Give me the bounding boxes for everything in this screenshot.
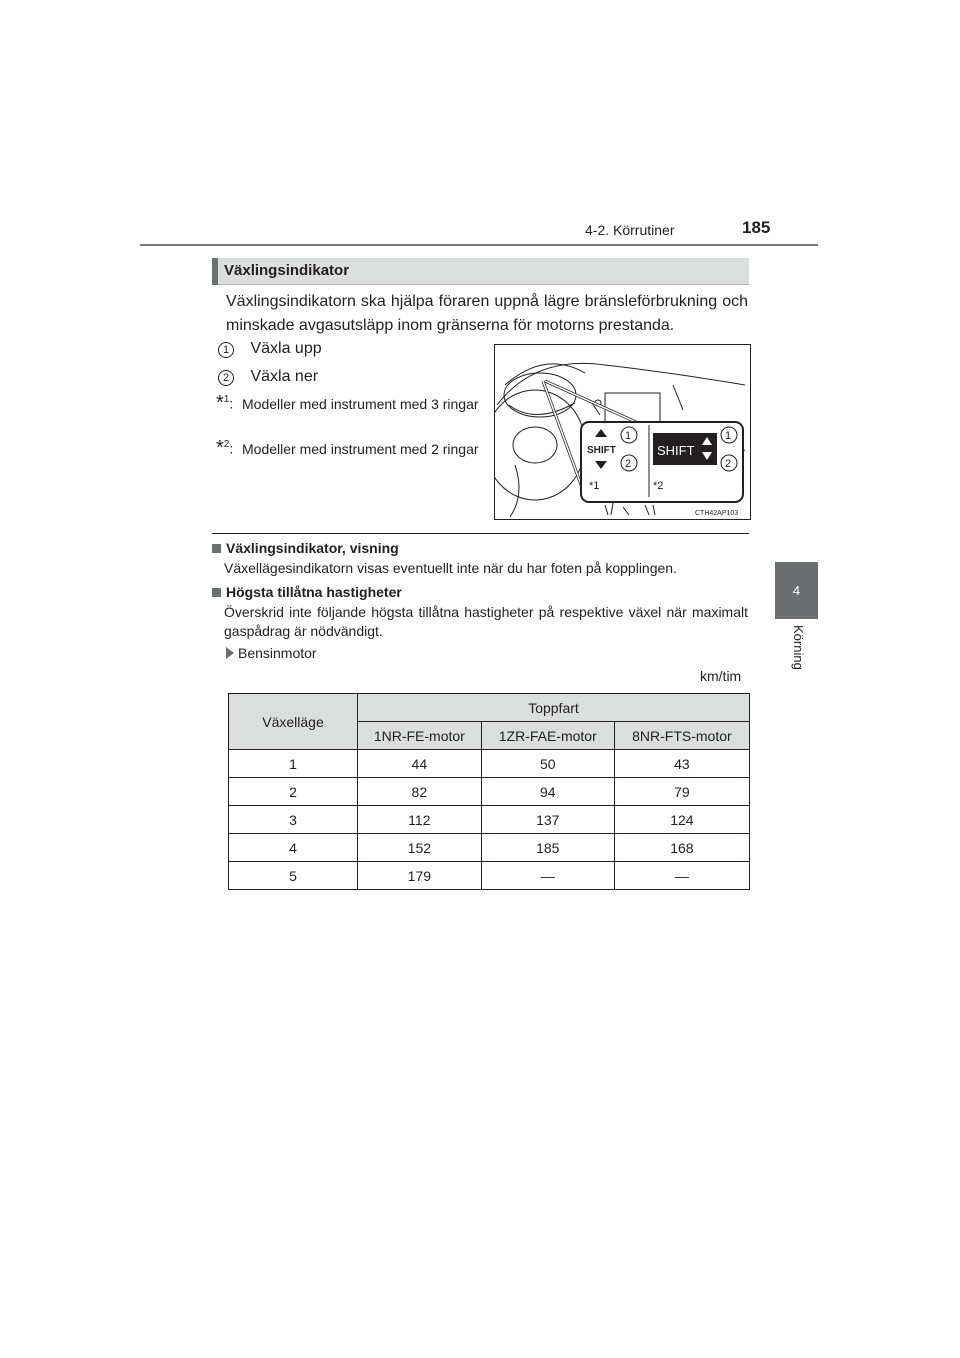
col-header-gear: Växelläge [229,694,358,750]
info-title: Växlingsindikator, visning [226,540,399,556]
callout-number: 2 [625,458,632,470]
table-cell: 168 [614,834,749,862]
footnote-number: 2 [223,439,230,450]
heading-accent [212,258,218,285]
table-cell: 50 [481,750,614,778]
star-label-2: *2 [653,480,664,492]
table-row [229,750,750,778]
table-cell: 152 [358,834,482,862]
table-cell: 44 [358,750,482,778]
table-cell: — [481,862,614,890]
table-row [229,862,750,890]
item-number: 2 [218,370,234,386]
chapter-label: Körning [791,625,806,670]
star-label-1: *1 [589,480,600,492]
page-number: 185 [742,218,771,237]
table-cell: 185 [481,834,614,862]
col-header-engine: 1ZR-FAE-motor [481,722,614,750]
info-text: Överskrid inte följande högsta tillåtna hastigheter på respektive växel när maximalt gaspådrag är nödvändigt. [224,604,748,639]
divider [212,533,749,534]
table-cell: 124 [614,806,749,834]
table-row [229,806,750,834]
item-shift-down [218,368,318,386]
table-cell: 3 [229,806,358,834]
shift-label-left: SHIFT [587,445,616,456]
info-title: Högsta tillåtna hastigheter [226,584,402,600]
footnote-star: * [216,437,224,459]
info-visning [212,540,748,578]
table-cell: 5 [229,862,358,890]
engine-type [226,645,317,661]
info-hastigheter [212,584,748,641]
info-text: Växellägesindikatorn visas eventuellt inte när du har foten på kopplingen. [224,560,677,576]
table-cell: 1 [229,750,358,778]
unit-label: km/tim [700,668,742,684]
callout-number: 2 [725,458,732,470]
table-cell: 179 [358,862,482,890]
table-cell: 82 [358,778,482,806]
col-header-top: Toppfart [358,694,750,722]
chapter-tab: 4 [775,562,818,619]
footnote-1: *$^1$: Modeller med instrument med 3 ringar [216,392,479,414]
header-rule [140,244,818,246]
table-cell: 112 [358,806,482,834]
footnote-star: * [216,392,224,414]
dashboard-illustration [494,344,751,520]
table-row [229,834,750,862]
table-cell: 43 [614,750,749,778]
table-cell: 137 [481,806,614,834]
triangle-bullet-icon [226,647,234,659]
table-cell: 94 [481,778,614,806]
dashboard-drawing [495,345,750,519]
section-label: 4-2. Körrutiner [585,222,675,238]
speed-table [228,693,750,890]
item-number: 1 [218,342,234,358]
table-cell: 2 [229,778,358,806]
item-label: Växla upp [250,340,322,357]
callout-number: 1 [725,430,732,442]
table-row [229,778,750,806]
col-header-engine: 1NR-FE-motor [358,722,482,750]
engine-type-label: Bensinmotor [238,645,317,661]
bullet-square [212,544,221,553]
bullet-square [212,588,221,597]
callout-number: 1 [625,430,632,442]
illustration-code: CTH42AP103 [695,510,739,517]
section-heading: Växlingsindikator [224,262,350,279]
table-cell: 79 [614,778,749,806]
footnote-number: 1 [223,394,230,405]
table-cell: — [614,862,749,890]
footnote-2: *$^2$: Modeller med instrument med 2 ringar [216,437,479,459]
item-shift-up [218,340,322,358]
footnote-text: Modeller med instrument med 3 ringar [242,396,479,412]
footnote-text: Modeller med instrument med 2 ringar [242,441,479,457]
intro-paragraph: Växlingsindikatorn ska hjälpa föraren uppnå lägre bränsleförbrukning och minskade avgasutsläpp inom gränserna för motorns prestanda. [226,293,748,334]
table-cell: 4 [229,834,358,862]
col-header-engine: 8NR-FTS-motor [614,722,749,750]
shift-label-right: SHIFT [657,443,695,458]
item-label: Växla ner [250,368,319,385]
